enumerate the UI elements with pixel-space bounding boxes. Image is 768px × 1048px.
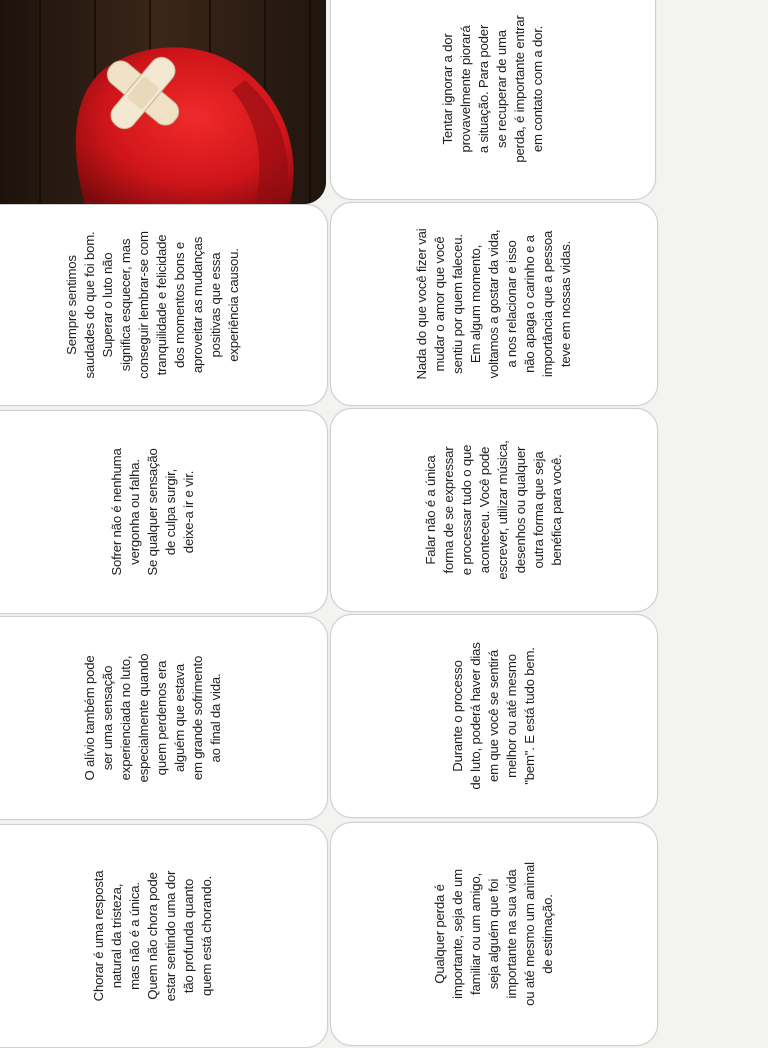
card-chorar [0, 824, 328, 1048]
card-alivio [0, 616, 328, 820]
card-text: Chorar é uma resposta natural da tristeza, mas não é a única. Quem não chora pode estar sentindo uma dor tão profunda quanto quem está chorando. [91, 870, 214, 1002]
card-text: Falar não é a única forma de se expressar e processar tudo o que aconteceu. Você pode escrever, utilizar música, desenhos ou qualquer outra forma que seja benéfica para você. [423, 440, 564, 580]
card-text: Sofrer não é nenhuma vergonha ou falha. Se qualquer sensação de culpa surgir, deixe-a ir e vir. [109, 448, 196, 576]
card-amor [330, 202, 658, 406]
card-sofrer [0, 410, 328, 614]
card-text: Qualquer perda é importante, seja de um familiar ou um amigo, seja alguém que foi importante na sua vida ou até mesmo um animal de estimação. [432, 862, 555, 1006]
card-falar [330, 408, 658, 612]
bandaged-heart-icon [0, 0, 326, 204]
card-perda [330, 822, 658, 1046]
card-text: Nada do que você fizer vai mudar o amor que você sentiu por quem faleceu. Em algum momento, voltamos a gostar da vida, a nos relacionar e isso não apaga o carinho e a importância que a pessoa teve em nossas vidas. [414, 228, 573, 380]
card-saudades [0, 204, 328, 406]
card-text: Durante o processo de luto, poderá haver dias em que você se sentirá melhor ou até mesmo "bem". E está tudo bem. [450, 642, 537, 790]
card-ignorar-dor [330, 0, 656, 200]
card-text: Sempre sentimos saudades do que foi bom. Superar o luto não significa esquecer, mas conseguir lembrar-se com tranquilidade e felicidade dos momentos bons e aproveitar as mudanças positivas que essa experiência causou. [64, 231, 241, 379]
card-text: O alívio também pode ser uma sensação experienciada no luto, especialmente quando quem perdemos era alguém que estava em grande sofrimento ao final da vida. [82, 653, 223, 783]
heart-photo-card [0, 0, 326, 204]
card-processo [330, 614, 658, 818]
card-text: Tentar ignorar a dor provavelmente piorará a situação. Para poder se recuperar de uma perda, é importante entrar em contato com a dor. [440, 15, 545, 163]
